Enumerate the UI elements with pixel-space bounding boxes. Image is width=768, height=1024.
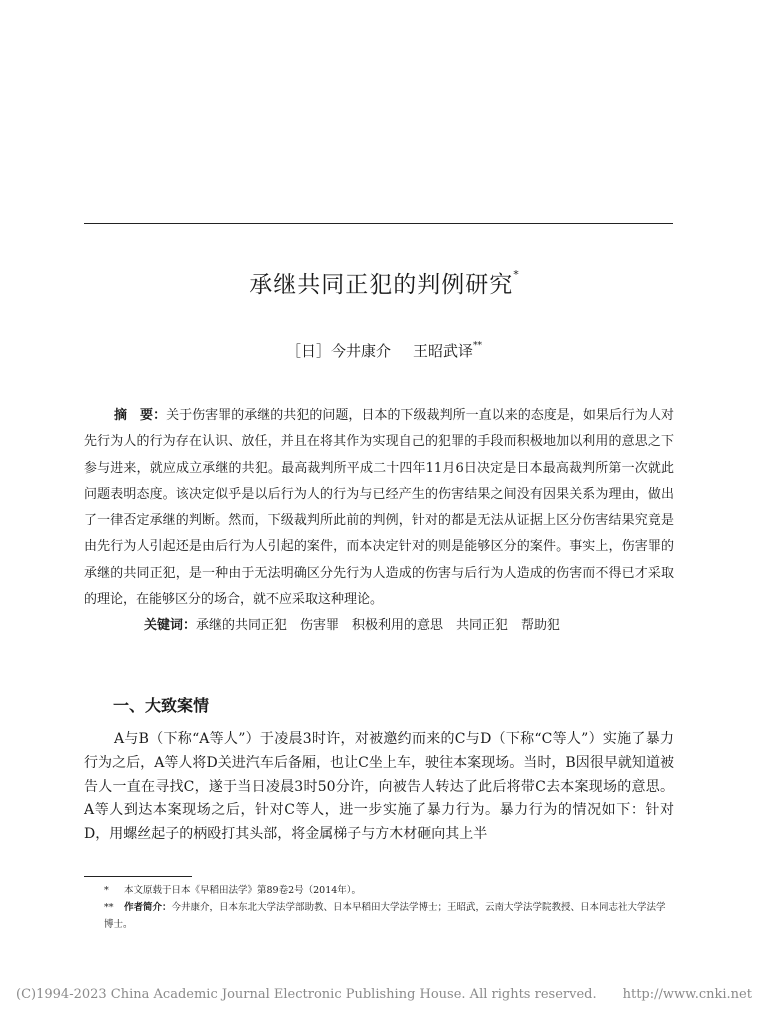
author-line xyxy=(0,340,768,361)
abstract-block xyxy=(84,403,674,640)
body-paragraph: A与B（下称“A等人”）于凌晨3时许，对被邀约而来的C与D（下称“C等人”）实施了暴力行为之后，A等人将D关进汽车后备厢，也让C坐上车，驶往本案现场。当时，B因很早就知道被告人一直在寻找C，遂于当日凌晨3时50分许，向被告人转达了此后将带C去本案现场的意思。A等人到达本案现场之后，针对C等人，进一步实施了暴力行为。暴力行为的情况如下：针对D，用螺丝起子的柄殴打其头部，将金属梯子与方木材砸向其上半 xyxy=(84,731,674,843)
article-title xyxy=(0,266,768,299)
footnotes-block xyxy=(84,882,674,933)
footnote-2-mark: ** xyxy=(104,902,114,913)
title-footnote-mark: * xyxy=(513,268,519,281)
footnote-2-label: 作者简介： xyxy=(124,902,172,913)
author-name: ［日］今井康介 xyxy=(285,342,391,360)
footnote-1-mark: * xyxy=(104,885,109,896)
article-title-text: 承继共同正犯的判例研究 xyxy=(249,272,514,298)
translator-name: 王昭武译 xyxy=(413,342,474,360)
abstract-label: 摘 要： xyxy=(114,408,167,423)
footnote-1-text: 本文原载于日本《早稻田法学》第89卷2号（2014年）。 xyxy=(124,885,362,896)
footnote-2 xyxy=(84,899,674,933)
header-rule xyxy=(84,223,673,224)
footnote-2-text: 今井康介，日本东北大学法学部助教、日本早稻田大学法学博士；王昭武，云南大学法学院教授、日本同志社大学法学博士。 xyxy=(104,902,666,930)
translator-footnote-mark: ** xyxy=(473,341,483,351)
copyright-footer: (C)1994-2023 China Academic Journal Electronic Publishing House. All rights reserved. http://www.cnki.net xyxy=(16,987,752,1002)
keywords-text: 承继的共同正犯 伤害罪 积极利用的意思 共同正犯 帮助犯 xyxy=(196,618,561,634)
footnote-1 xyxy=(84,882,674,899)
abstract-paragraph xyxy=(84,403,674,613)
footnote-rule xyxy=(84,876,192,877)
keywords-label: 关键词： xyxy=(144,618,197,634)
abstract-text: 关于伤害罪的承继的共犯的问题，日本的下级裁判所一直以来的态度是，如果后行为人对先行为人的行为存在认识、放任，并且在将其作为实现自己的犯罪的手段而积极地加以利用的意思之下参与进来，就应成立承继的共犯。最高裁判所平成二十四年11月6日决定是日本最高裁判所第一次就此问题表明态度。该决定似乎是以后行为人的行为与已经产生的伤害结果之间没有因果关系为理由，做出了一律否定承继的判断。然而，下级裁判所此前的判例，针对的都是无法从证据上区分伤害结果究竟是由先行为人引起还是由后行为人引起的案件，而本决定针对的则是能够区分的案件。事实上，伤害罪的承继的共同正犯，是一种由于无法明确区分先行为人造成的伤害与后行为人造成的伤害而不得已才采取的理论，在能够区分的场合，就不应采取这种理论。 xyxy=(84,408,674,608)
section-heading: 一、大致案情 xyxy=(113,696,210,715)
keywords-line xyxy=(84,613,674,639)
